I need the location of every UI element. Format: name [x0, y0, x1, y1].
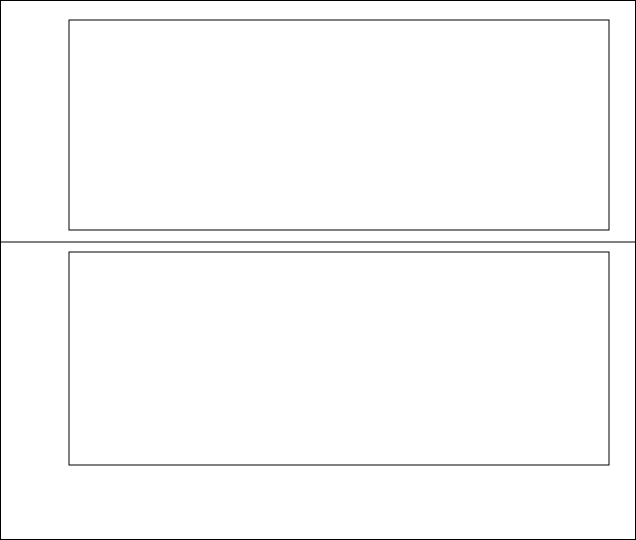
illuminance-panel: [69, 20, 609, 230]
